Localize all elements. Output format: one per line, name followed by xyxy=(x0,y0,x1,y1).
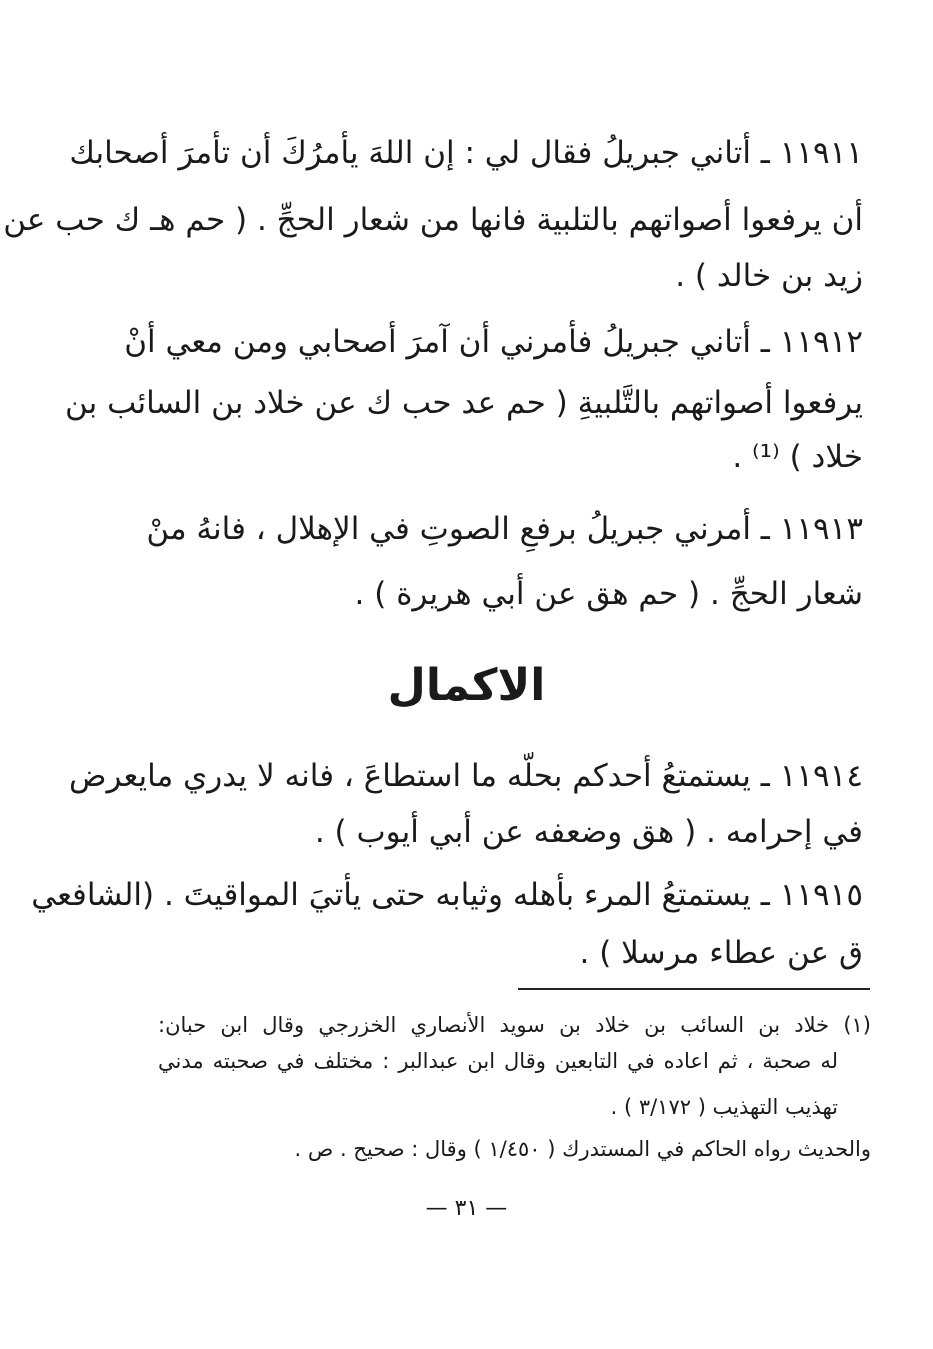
hadith-11912-line-1: ١١٩١٢ ـ أتاني جبريلُ فأمرني أن آمرَ أصحابي ومن معي أنْ xyxy=(124,324,863,360)
hadith-11912-line-2: يرفعوا أصواتهم بالتَّلبيةِ ( حم عد حب ك عن خلاد بن السائب بن xyxy=(64,385,863,421)
hadith-11915-line-2: ق عن عطاء مرسلا ) . xyxy=(579,935,863,971)
section-title: الاكمال xyxy=(387,660,546,711)
hadith-11915-line-1: ١١٩١٥ ـ يستمتعُ المرء بأهله وثيابه حتى يأتيَ المواقيتَ . (الشافعي xyxy=(31,877,863,913)
page-number: — ٣١ — xyxy=(425,1196,508,1221)
hadith-11912-line-3: خلاد ) ⁽¹⁾ . xyxy=(732,439,863,475)
hadith-11911-line-2: أن يرفعوا أصواتهم بالتلبية فانها من شعار الحجِّ . ( حم هـ ك حب عن xyxy=(3,202,863,238)
hadith-11914-line-1: ١١٩١٤ ـ يستمتعُ أحدكم بحلّه ما استطاعَ ، فانه لا يدري مايعرض xyxy=(68,758,863,794)
footnote-separator xyxy=(518,988,870,990)
footnote-line-3: تهذيب التهذيب ( ٣/١٧٢ ) . xyxy=(610,1095,838,1119)
hadith-11913-line-1: ١١٩١٣ ـ أمرني جبريلُ برفعِ الصوتِ في الإهلال ، فانهُ منْ xyxy=(146,511,863,547)
hadith-11911-line-3: زيد بن خالد ) . xyxy=(675,258,863,294)
footnote-line-2: له صحبة ، ثم اعاده في التابعين وقال ابن عبدالبر : مختلف في صحبته مدني xyxy=(158,1049,838,1073)
hadith-11913-line-2: شعار الحجِّ . ( حم هق عن أبي هريرة ) . xyxy=(354,576,863,612)
hadith-11914-line-2: في إحرامه . ( هق وضعفه عن أبي أيوب ) . xyxy=(314,814,863,850)
footnote-line-4: والحديث رواه الحاكم في المستدرك ( ١/٤٥٠ ) وقال : صحيح . ص . xyxy=(294,1137,871,1161)
hadith-11911-line-1: ١١٩١١ ـ أتاني جبريلُ فقال لي : إن اللهَ يأمرُكَ أن تأمرَ أصحابك xyxy=(69,135,863,171)
footnote-line-1: (١) خلاد بن السائب بن خلاد بن سويد الأنصاري الخزرجي وقال ابن حبان: xyxy=(158,1013,871,1037)
